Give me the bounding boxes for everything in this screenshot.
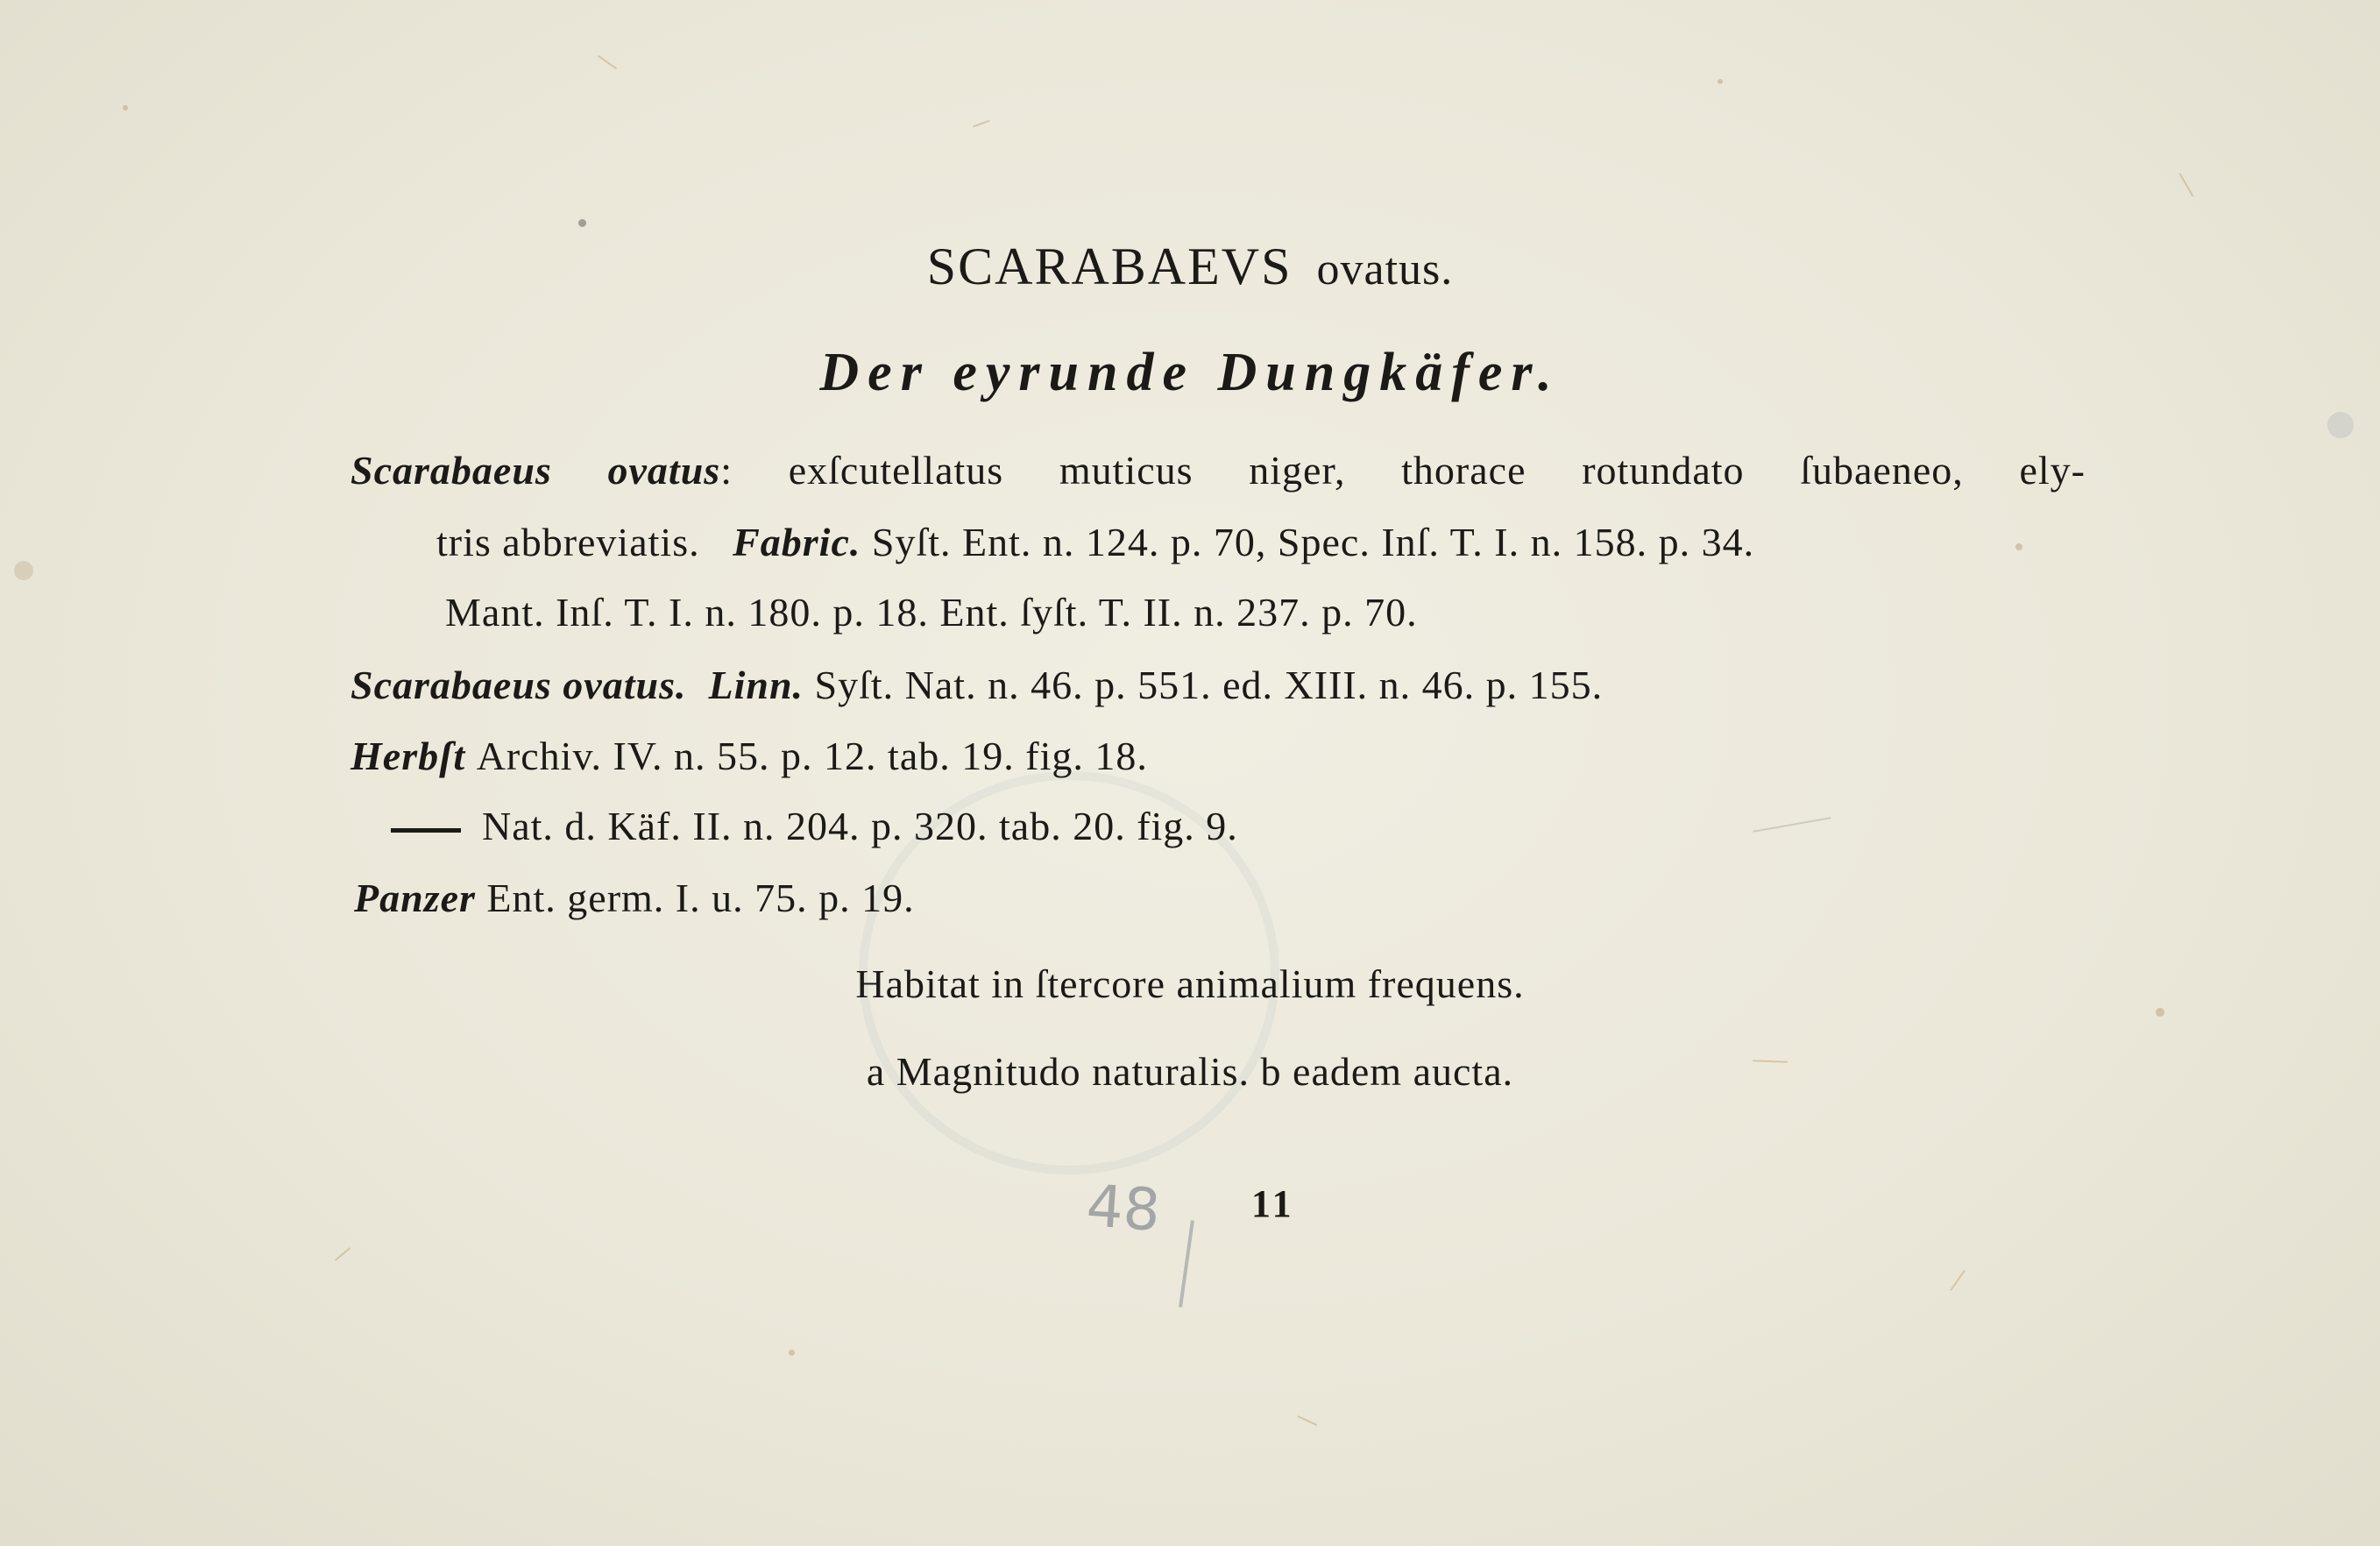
citation-text: Mant. Inſ. T. I. n. 180. p. 18. Ent. ſyſt. T. II. n. 237. p. 70. [445, 590, 1418, 635]
citation-text: Syſt. Ent. n. 124. p. 70, Spec. Inſ. T. I. n. 158. p. 34. [871, 520, 1755, 564]
title-genus: SCARABAEVS [926, 238, 1293, 295]
synonymy-line-1 [351, 447, 2086, 493]
citation-text: Ent. germ. I. u. 75. p. 19. [486, 876, 915, 920]
diagnosis-text-end: tris abbreviatis. [436, 520, 700, 564]
synonymy-line-7 [354, 875, 915, 921]
author-herbst: Herbſt [351, 734, 466, 778]
author-fabricius: Fabric. [733, 520, 861, 564]
page-number: 11 [1251, 1182, 1295, 1225]
habitat-line: Habitat in ſtercore animalium frequens. [855, 961, 1525, 1006]
synonymy-line-6 [391, 803, 1238, 849]
figure-note: a Magnitudo naturalis. b eadem aucta. [866, 1049, 1514, 1094]
german-name: Der eyrunde Dungkäfer. [819, 343, 1561, 402]
synonymy-line-4 [351, 662, 1603, 708]
species-title [0, 237, 2380, 297]
synonymy-line-3 [445, 589, 1418, 635]
title-species: ovatus. [1316, 245, 1454, 294]
synonymy-line-5 [351, 733, 1148, 779]
pencil-annotation: 48 [1084, 1172, 1163, 1245]
author-panzer: Panzer [354, 876, 476, 920]
diagnosis-text: : exſcutellatus muticus niger, thorace rotundato ſubaeneo, ely- [720, 448, 2086, 493]
citation-text: Nat. d. Käf. II. n. 204. p. 320. tab. 20. fig. 9. [482, 804, 1238, 848]
synonymy-line-2 [436, 519, 1754, 565]
citation-text: Syſt. Nat. n. 46. p. 551. ed. XIII. n. 46. p. 155. [814, 663, 1604, 707]
taxon-name: Scarabaeus ovatus. [351, 663, 687, 707]
taxon-name: Scarabaeus ovatus [351, 448, 721, 493]
pencil-stroke [1179, 1220, 1194, 1308]
citation-text: Archiv. IV. n. 55. p. 12. tab. 19. fig. 18. [476, 734, 1148, 778]
ditto-dash [391, 828, 461, 833]
author-linnaeus: Linn. [708, 663, 804, 707]
